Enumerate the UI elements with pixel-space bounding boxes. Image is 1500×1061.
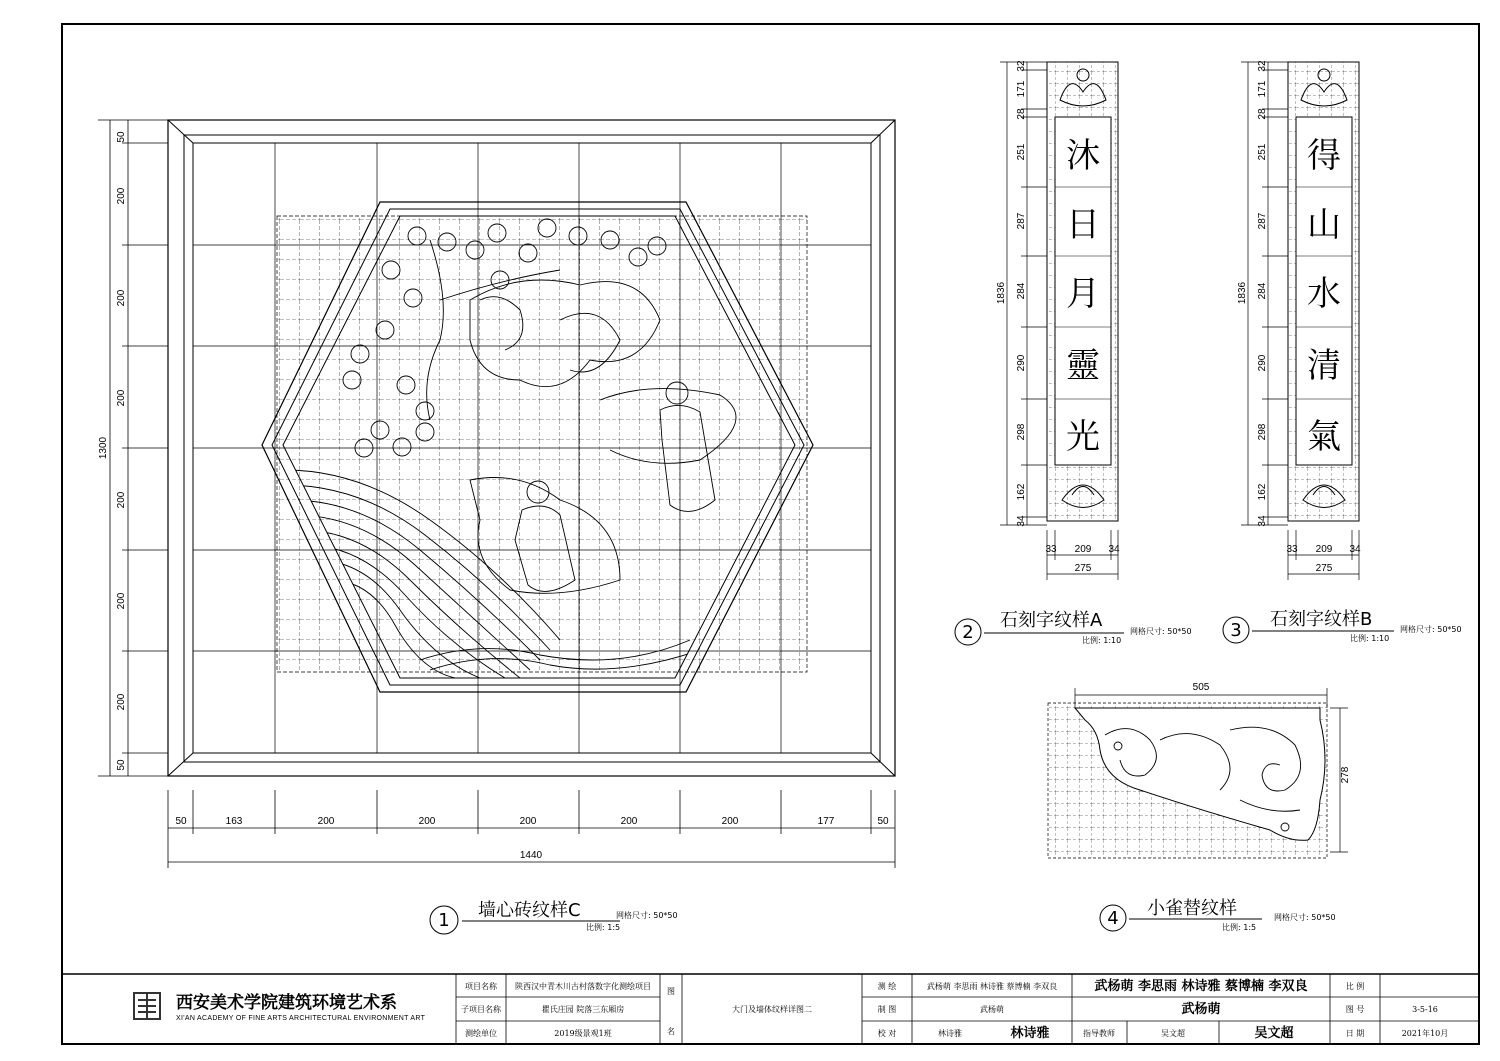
draw-label: 制 图 [877, 1005, 897, 1014]
caption-grid-4: 网格尺寸: 50*50 [1274, 913, 1336, 922]
b-dim-bottom-2: 209 [1315, 544, 1333, 555]
a-dim-bottom-2: 209 [1074, 544, 1092, 555]
inscription-b-char-2: 山 [1307, 205, 1341, 245]
date-label: 日 期 [1345, 1029, 1365, 1038]
caption-scale-1: 比例: 1:5 [586, 923, 621, 932]
inscription-a-char-4: 靈 [1066, 346, 1100, 386]
caption-scale-4: 比例: 1:5 [1222, 923, 1257, 932]
a-dim-total-width: 275 [1074, 563, 1092, 574]
caption-number-2: 2 [962, 622, 974, 643]
b-dim-1: 32 [1257, 60, 1268, 72]
stone-inscription-b-drawing [1223, 60, 1462, 643]
institution-name-en: XI'AN ACADEMY OF FINE ARTS ARCHITECTURAL ENVIRONMENT ART [176, 1015, 426, 1022]
dim-total-width: 1440 [519, 850, 543, 861]
dim-left-5: 200 [116, 491, 127, 509]
sheet-value: 3-5-16 [1412, 1005, 1438, 1014]
b-dim-5: 287 [1257, 212, 1268, 230]
caption-grid-3: 网格尺寸: 50*50 [1400, 625, 1462, 634]
survey-unit-label: 测绘单位 [465, 1029, 497, 1038]
dim-left-2: 200 [116, 187, 127, 205]
inscription-a-char-3: 月 [1066, 274, 1100, 314]
a-dim-8: 298 [1016, 423, 1027, 441]
a-dim-10: 34 [1016, 515, 1027, 527]
survey-label: 测 绘 [877, 982, 897, 991]
b-dim-bottom-1: 33 [1286, 544, 1298, 555]
dim-bottom-8: 177 [817, 816, 835, 827]
teacher-label: 指导教师 [1083, 1029, 1115, 1038]
check-value: 林诗雅 [938, 1029, 962, 1038]
b-dim-9: 162 [1257, 483, 1268, 501]
dim-left-1: 50 [116, 131, 127, 143]
a-dim-4: 251 [1016, 143, 1027, 161]
wall-brick-pattern-drawing [98, 120, 895, 934]
inscription-b-char-1: 得 [1307, 136, 1341, 176]
check-label: 校 对 [877, 1029, 897, 1038]
caption-scale-2: 比例: 1:10 [1082, 636, 1122, 645]
dim-total-height: 1300 [98, 436, 109, 460]
caption-title-1: 墙心砖纹样C [478, 900, 581, 921]
survey-value: 武杨萌 李思雨 林诗雅 蔡博楠 李双良 [926, 982, 1058, 991]
a-dim-total-height: 1836 [996, 281, 1007, 305]
a-dim-2: 171 [1016, 80, 1027, 98]
survey-unit-value: 2019级景观1班 [554, 1029, 612, 1038]
caption-number-1: 1 [438, 910, 450, 931]
dim-left-8: 50 [116, 759, 127, 771]
bracket-dim-width: 505 [1192, 682, 1210, 693]
teacher-value: 吴文超 [1161, 1029, 1185, 1038]
b-dim-10: 34 [1257, 515, 1268, 527]
caption-number-3: 3 [1230, 620, 1242, 641]
sub-project-value: 瞿氏庄园 院落三东厢房 [541, 1005, 625, 1014]
a-dim-6: 284 [1016, 282, 1027, 300]
b-dim-total-width: 275 [1315, 563, 1333, 574]
scale-label: 比 例 [1345, 982, 1365, 991]
dim-bottom-3: 200 [317, 816, 335, 827]
dim-left-3: 200 [116, 289, 127, 307]
project-value: 陕西汉中青木川古村落数字化测绘项目 [515, 982, 651, 991]
caption-title-2: 石刻字纹样A [1000, 610, 1103, 631]
caption-title-4: 小雀替纹样 [1147, 898, 1237, 919]
inscription-b-char-3: 水 [1307, 274, 1341, 314]
date-value: 2021年10月 [1401, 1029, 1449, 1038]
survey-signatures: 武杨萌 李思雨 林诗雅 蔡博楠 李双良 [1094, 979, 1308, 994]
b-dim-2: 171 [1257, 80, 1268, 98]
b-dim-4: 251 [1257, 143, 1268, 161]
a-dim-9: 162 [1016, 483, 1027, 501]
sheet-label: 图 号 [1345, 1005, 1365, 1014]
inscription-a-char-5: 光 [1066, 417, 1100, 457]
caption-title-3: 石刻字纹样B [1270, 609, 1373, 630]
dim-bottom-1: 50 [175, 816, 187, 827]
b-dim-3: 28 [1257, 108, 1268, 120]
bracket-pattern-drawing [1048, 682, 1351, 932]
bracket-dim-height: 278 [1340, 766, 1351, 784]
sub-project-label: 子项目名称 [461, 1005, 501, 1014]
b-dim-bottom-3: 34 [1349, 544, 1361, 555]
dim-bottom-7: 200 [721, 816, 739, 827]
dim-left-4: 200 [116, 389, 127, 407]
inscription-a-char-1: 沐 [1066, 136, 1100, 176]
check-signature: 林诗雅 [1010, 1026, 1050, 1041]
caption-grid-1: 网格尺寸: 50*50 [616, 911, 678, 920]
a-dim-1: 32 [1016, 60, 1027, 72]
b-dim-7: 290 [1257, 354, 1268, 372]
a-dim-bottom-1: 33 [1045, 544, 1057, 555]
academy-logo [134, 993, 160, 1019]
title-block [62, 974, 1479, 1044]
caption-number-4: 4 [1107, 908, 1119, 929]
dim-bottom-4: 200 [418, 816, 436, 827]
caption-grid-2: 网格尺寸: 50*50 [1130, 627, 1192, 636]
project-label: 项目名称 [465, 982, 497, 991]
caption-scale-3: 比例: 1:10 [1350, 634, 1390, 643]
teacher-signature: 吴文超 [1254, 1026, 1294, 1041]
stone-inscription-a-drawing [955, 60, 1192, 645]
a-dim-bottom-3: 34 [1108, 544, 1120, 555]
dim-left-6: 200 [116, 592, 127, 610]
b-dim-total-height: 1836 [1237, 281, 1248, 305]
inscription-a-char-2: 日 [1066, 205, 1100, 245]
figure-label: 图 [667, 987, 675, 996]
inscription-b-char-5: 氣 [1307, 417, 1341, 457]
inscription-b-char-4: 清 [1307, 346, 1341, 386]
draw-value: 武杨萌 [980, 1005, 1004, 1014]
dim-bottom-5: 200 [519, 816, 537, 827]
draw-signature: 武杨萌 [1181, 1002, 1221, 1017]
b-dim-8: 298 [1257, 423, 1268, 441]
name-label: 名 [667, 1027, 675, 1036]
dim-left-7: 200 [116, 693, 127, 711]
dim-bottom-6: 200 [620, 816, 638, 827]
dim-bottom-2: 163 [225, 816, 243, 827]
a-dim-3: 28 [1016, 108, 1027, 120]
drawing-name: 大门及墙体纹样详图二 [732, 1005, 812, 1014]
a-dim-7: 290 [1016, 354, 1027, 372]
a-dim-5: 287 [1016, 212, 1027, 230]
b-dim-6: 284 [1257, 282, 1268, 300]
dim-bottom-9: 50 [877, 816, 889, 827]
institution-name: 西安美术学院建筑环境艺术系 [176, 993, 397, 1013]
